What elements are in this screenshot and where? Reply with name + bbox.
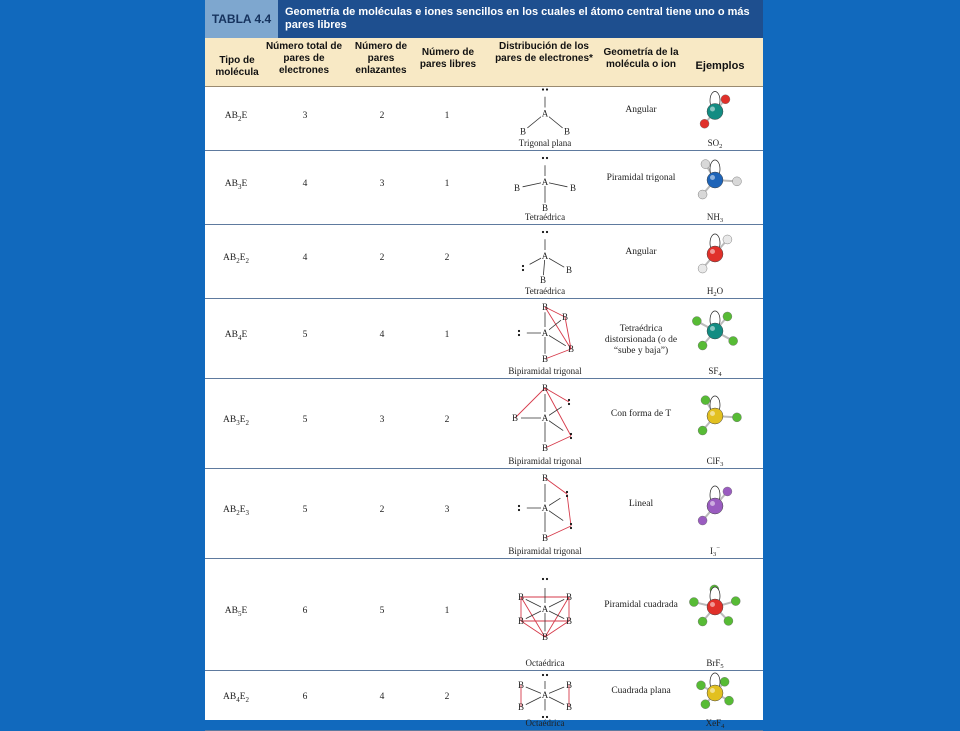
bonded-atom-label: B: [519, 126, 527, 137]
column-header-total-pairs: Número total de pares de electrones: [265, 41, 343, 76]
total-pairs-cell: 6: [302, 692, 308, 702]
total-pairs-cell: 4: [302, 253, 308, 263]
table-row: [205, 468, 763, 559]
arrangement-label: Bipiramidal trigonal: [508, 366, 582, 376]
example-formula-subscript: 3: [713, 551, 717, 558]
example-molecule-model: [683, 300, 747, 376]
column-headers: [205, 38, 763, 87]
molecule-type-lone-symbol: E: [241, 606, 248, 616]
bonded-atom-label: B: [539, 275, 547, 285]
lone-pair-dots: [518, 330, 520, 336]
molecule-type: [211, 179, 261, 191]
lone-pair-dots: [542, 231, 548, 233]
arrangement-label: Tetraédrica: [524, 212, 566, 222]
example-molecule-model: [683, 560, 747, 668]
bonded-atom-label: B: [541, 383, 549, 393]
molecule-type-lone-subscript: 2: [245, 695, 249, 704]
molecule-type: [211, 330, 261, 342]
molecule-type-lone-symbol: E: [239, 692, 246, 702]
example-formula: [707, 456, 724, 468]
geometry-cell: Piramidal cuadrada: [604, 600, 678, 610]
electron-pair-diagram: [490, 89, 600, 148]
electron-pair-diagram: [490, 560, 600, 668]
lone-pairs-cell: 2: [444, 415, 450, 425]
molecule-type-lone-subscript: 3: [245, 508, 249, 517]
bonding-pairs-cell: 3: [379, 415, 385, 425]
bonding-pairs-cell: 2: [379, 110, 385, 121]
table-sheet: [205, 0, 763, 730]
geometry-cell: Con forma de T: [610, 409, 672, 419]
arrangement-label: Octaédrica: [525, 718, 565, 728]
table-row: [205, 87, 763, 151]
lone-pair-dots: [518, 505, 520, 511]
example-formula-base: SO: [707, 138, 720, 148]
bonded-atom-label: B: [561, 312, 569, 322]
bonded-atom-label: B: [511, 413, 519, 423]
molecule-type: [211, 692, 261, 704]
molecule-type-lone-symbol: E: [239, 415, 246, 425]
lone-pairs-cell: 1: [444, 330, 450, 340]
lone-pair-dots: [522, 265, 524, 271]
bonded-atom-label: B: [517, 616, 525, 626]
molecule-type: [211, 606, 261, 618]
molecule-type-lone-symbol: E: [239, 253, 246, 263]
central-atom-label: A: [541, 604, 549, 614]
example-formula-base: SF: [708, 366, 719, 376]
molecule-type-base: AB: [222, 415, 237, 425]
molecule-type-base: AB: [222, 505, 237, 515]
bonding-pairs-cell: 2: [379, 253, 385, 263]
table-caption: Geometría de moléculas e iones sencillos en los cuales el átomo central tiene uno o más pares libres: [285, 6, 750, 31]
example-formula-subscript: 4: [721, 723, 725, 730]
example-formula: [708, 138, 723, 150]
example-formula-tail: O: [716, 286, 724, 296]
bonded-atom-label: B: [565, 702, 573, 712]
electron-pair-diagram: [490, 152, 600, 222]
molecule-type-subscript: 2: [236, 508, 240, 517]
electron-pair-diagram: [490, 380, 600, 466]
bonded-atom-label: B: [513, 183, 521, 193]
example-formula: [707, 286, 724, 298]
bonded-atom-label: B: [541, 533, 549, 543]
example-formula-subscript: 4: [718, 371, 722, 378]
molecule-type-lone-symbol: E: [241, 330, 248, 340]
molecule-type-base: AB: [222, 692, 237, 702]
example-formula-subscript: 2: [713, 291, 717, 298]
central-atom-label: A: [541, 503, 549, 513]
bonding-pairs-cell: 4: [379, 330, 385, 340]
column-header-arrangement: Distribución de los pares de electrones*: [495, 41, 593, 64]
electron-pair-diagram: [490, 300, 600, 376]
bonding-pairs-cell: 2: [379, 505, 385, 515]
lone-pair-dots: [542, 674, 548, 676]
lone-pairs-cell: 1: [444, 179, 450, 189]
bonded-atom-label: B: [517, 702, 525, 712]
geometry-cell: Piramidal trigonal: [606, 173, 676, 183]
molecule-type: [211, 111, 261, 123]
electron-pair-diagram: [490, 672, 600, 728]
total-pairs-cell: 3: [302, 110, 308, 121]
example-formula: [707, 212, 723, 224]
geometry-cell: Tetraédrica distorsionada (o de “sube y baja”): [604, 324, 678, 356]
example-molecule-model: [683, 89, 747, 148]
molecule-type-base: AB: [224, 110, 238, 121]
table-label: TABLA 4.4: [205, 0, 278, 38]
column-header-bonding-pairs: Número de pares enlazantes: [354, 41, 408, 76]
central-atom-label: A: [541, 177, 549, 187]
example-formula-base: I: [710, 546, 714, 556]
molecule-type-base: AB: [224, 330, 238, 340]
arrangement-label: Octaédrica: [525, 658, 565, 668]
example-molecule-model: [683, 152, 747, 222]
example-formula-subscript: 3: [720, 461, 724, 468]
geometry-cell: Cuadrada plana: [611, 686, 671, 696]
arrangement-label: Bipiramidal trigonal: [508, 546, 582, 556]
molecule-type-subscript: 3: [237, 182, 242, 191]
molecule-type: [211, 253, 261, 265]
bonded-atom-label: B: [541, 473, 549, 483]
bonded-atom-label: B: [541, 632, 549, 642]
molecule-type-lone-symbol: E: [241, 179, 248, 189]
central-atom-label: A: [541, 328, 549, 338]
total-pairs-cell: 5: [302, 415, 308, 425]
lone-pairs-cell: 2: [444, 253, 450, 263]
geometry-cell: Lineal: [628, 499, 654, 509]
lone-pairs-cell: 2: [444, 692, 450, 702]
lone-pair-dots: [542, 88, 548, 90]
geometry-cell: Angular: [625, 104, 657, 115]
lone-pairs-cell: 1: [444, 110, 450, 121]
example-formula: [708, 366, 722, 378]
molecule-type-lone-subscript: 2: [245, 256, 249, 265]
bonded-atom-label: B: [541, 354, 549, 364]
example-formula: [706, 718, 726, 730]
bonded-atom-label: B: [541, 302, 549, 312]
arrangement-label: Tetraédrica: [524, 286, 566, 296]
bonded-atom-label: B: [541, 443, 549, 453]
bonded-atom-label: B: [565, 680, 573, 690]
bonding-pairs-cell: 4: [379, 692, 385, 702]
central-atom-label: A: [541, 251, 549, 261]
molecule-type-lone-symbol: E: [241, 110, 248, 121]
geometry-cell: Angular: [625, 247, 657, 257]
molecule-type: [211, 415, 261, 427]
table-row: [205, 670, 763, 731]
column-header-type: Tipo de molécula: [215, 55, 259, 78]
molecule-type-subscript: 5: [237, 609, 242, 618]
molecule-type-base: AB: [224, 179, 238, 189]
total-pairs-cell: 5: [302, 505, 308, 515]
example-formula: [710, 545, 720, 558]
example-formula-base: H: [706, 286, 714, 296]
total-pairs-cell: 4: [302, 179, 308, 189]
example-formula-charge: −: [716, 545, 720, 552]
central-atom-label: A: [541, 690, 549, 700]
lone-pairs-cell: 1: [444, 606, 450, 616]
molecule-type: [211, 505, 261, 517]
column-header-geometry: Geometría de la molécula o ion: [603, 47, 679, 70]
arrangement-label: Trigonal plana: [518, 138, 572, 148]
column-header-examples: Ejemplos: [695, 60, 745, 72]
bonded-atom-label: B: [541, 203, 549, 213]
table-row: [205, 298, 763, 379]
bonded-atom-label: B: [517, 680, 525, 690]
bonded-atom-label: B: [563, 126, 571, 137]
electron-pair-diagram: [490, 470, 600, 556]
molecule-type-lone-symbol: E: [239, 505, 246, 515]
molecule-type-base: AB: [224, 606, 238, 616]
example-formula-subscript: 5: [720, 663, 724, 670]
total-pairs-cell: 5: [302, 330, 308, 340]
example-molecule-model: [683, 380, 747, 466]
lone-pairs-cell: 3: [444, 505, 450, 515]
example-formula-base: BrF: [706, 658, 721, 668]
molecule-type-lone-subscript: 2: [245, 418, 249, 427]
bonded-atom-label: B: [565, 616, 573, 626]
example-formula-subscript: 2: [719, 143, 723, 150]
molecule-type-base: AB: [222, 253, 237, 263]
example-formula-subscript: 3: [719, 217, 724, 224]
molecule-type-subscript: 4: [237, 333, 242, 342]
lone-pair-dots: [542, 578, 548, 580]
table-row: [205, 378, 763, 469]
bonded-atom-label: B: [565, 265, 573, 275]
example-formula-base: XeF: [705, 718, 722, 728]
example-formula: [706, 658, 723, 670]
example-molecule-model: [683, 470, 747, 556]
table-row: [205, 150, 763, 225]
central-atom-label: A: [541, 108, 549, 119]
example-formula-base: ClF: [706, 456, 721, 466]
table-header: [205, 0, 763, 38]
molecule-type-subscript: 3: [236, 418, 240, 427]
example-molecule-model: [683, 226, 747, 296]
bonded-atom-label: B: [517, 592, 525, 602]
bonding-pairs-cell: 3: [379, 179, 385, 189]
bonded-atom-label: B: [565, 592, 573, 602]
bonded-atom-label: B: [567, 344, 575, 354]
column-header-lone-pairs: Número de pares libres: [419, 47, 477, 70]
example-formula-base: NH: [706, 212, 720, 222]
bonded-atom-label: B: [569, 183, 577, 193]
arrangement-label: Bipiramidal trigonal: [508, 456, 582, 466]
table-row: [205, 224, 763, 299]
molecule-type-subscript: 2: [236, 256, 240, 265]
total-pairs-cell: 6: [302, 606, 308, 616]
electron-pair-diagram: [490, 226, 600, 296]
molecule-type-subscript: 2: [237, 114, 242, 123]
molecule-type-subscript: 4: [236, 695, 240, 704]
central-atom-label: A: [541, 413, 549, 423]
bonding-pairs-cell: 5: [379, 606, 385, 616]
table-row: [205, 558, 763, 671]
example-molecule-model: [683, 672, 747, 728]
lone-pair-dots: [542, 157, 548, 159]
